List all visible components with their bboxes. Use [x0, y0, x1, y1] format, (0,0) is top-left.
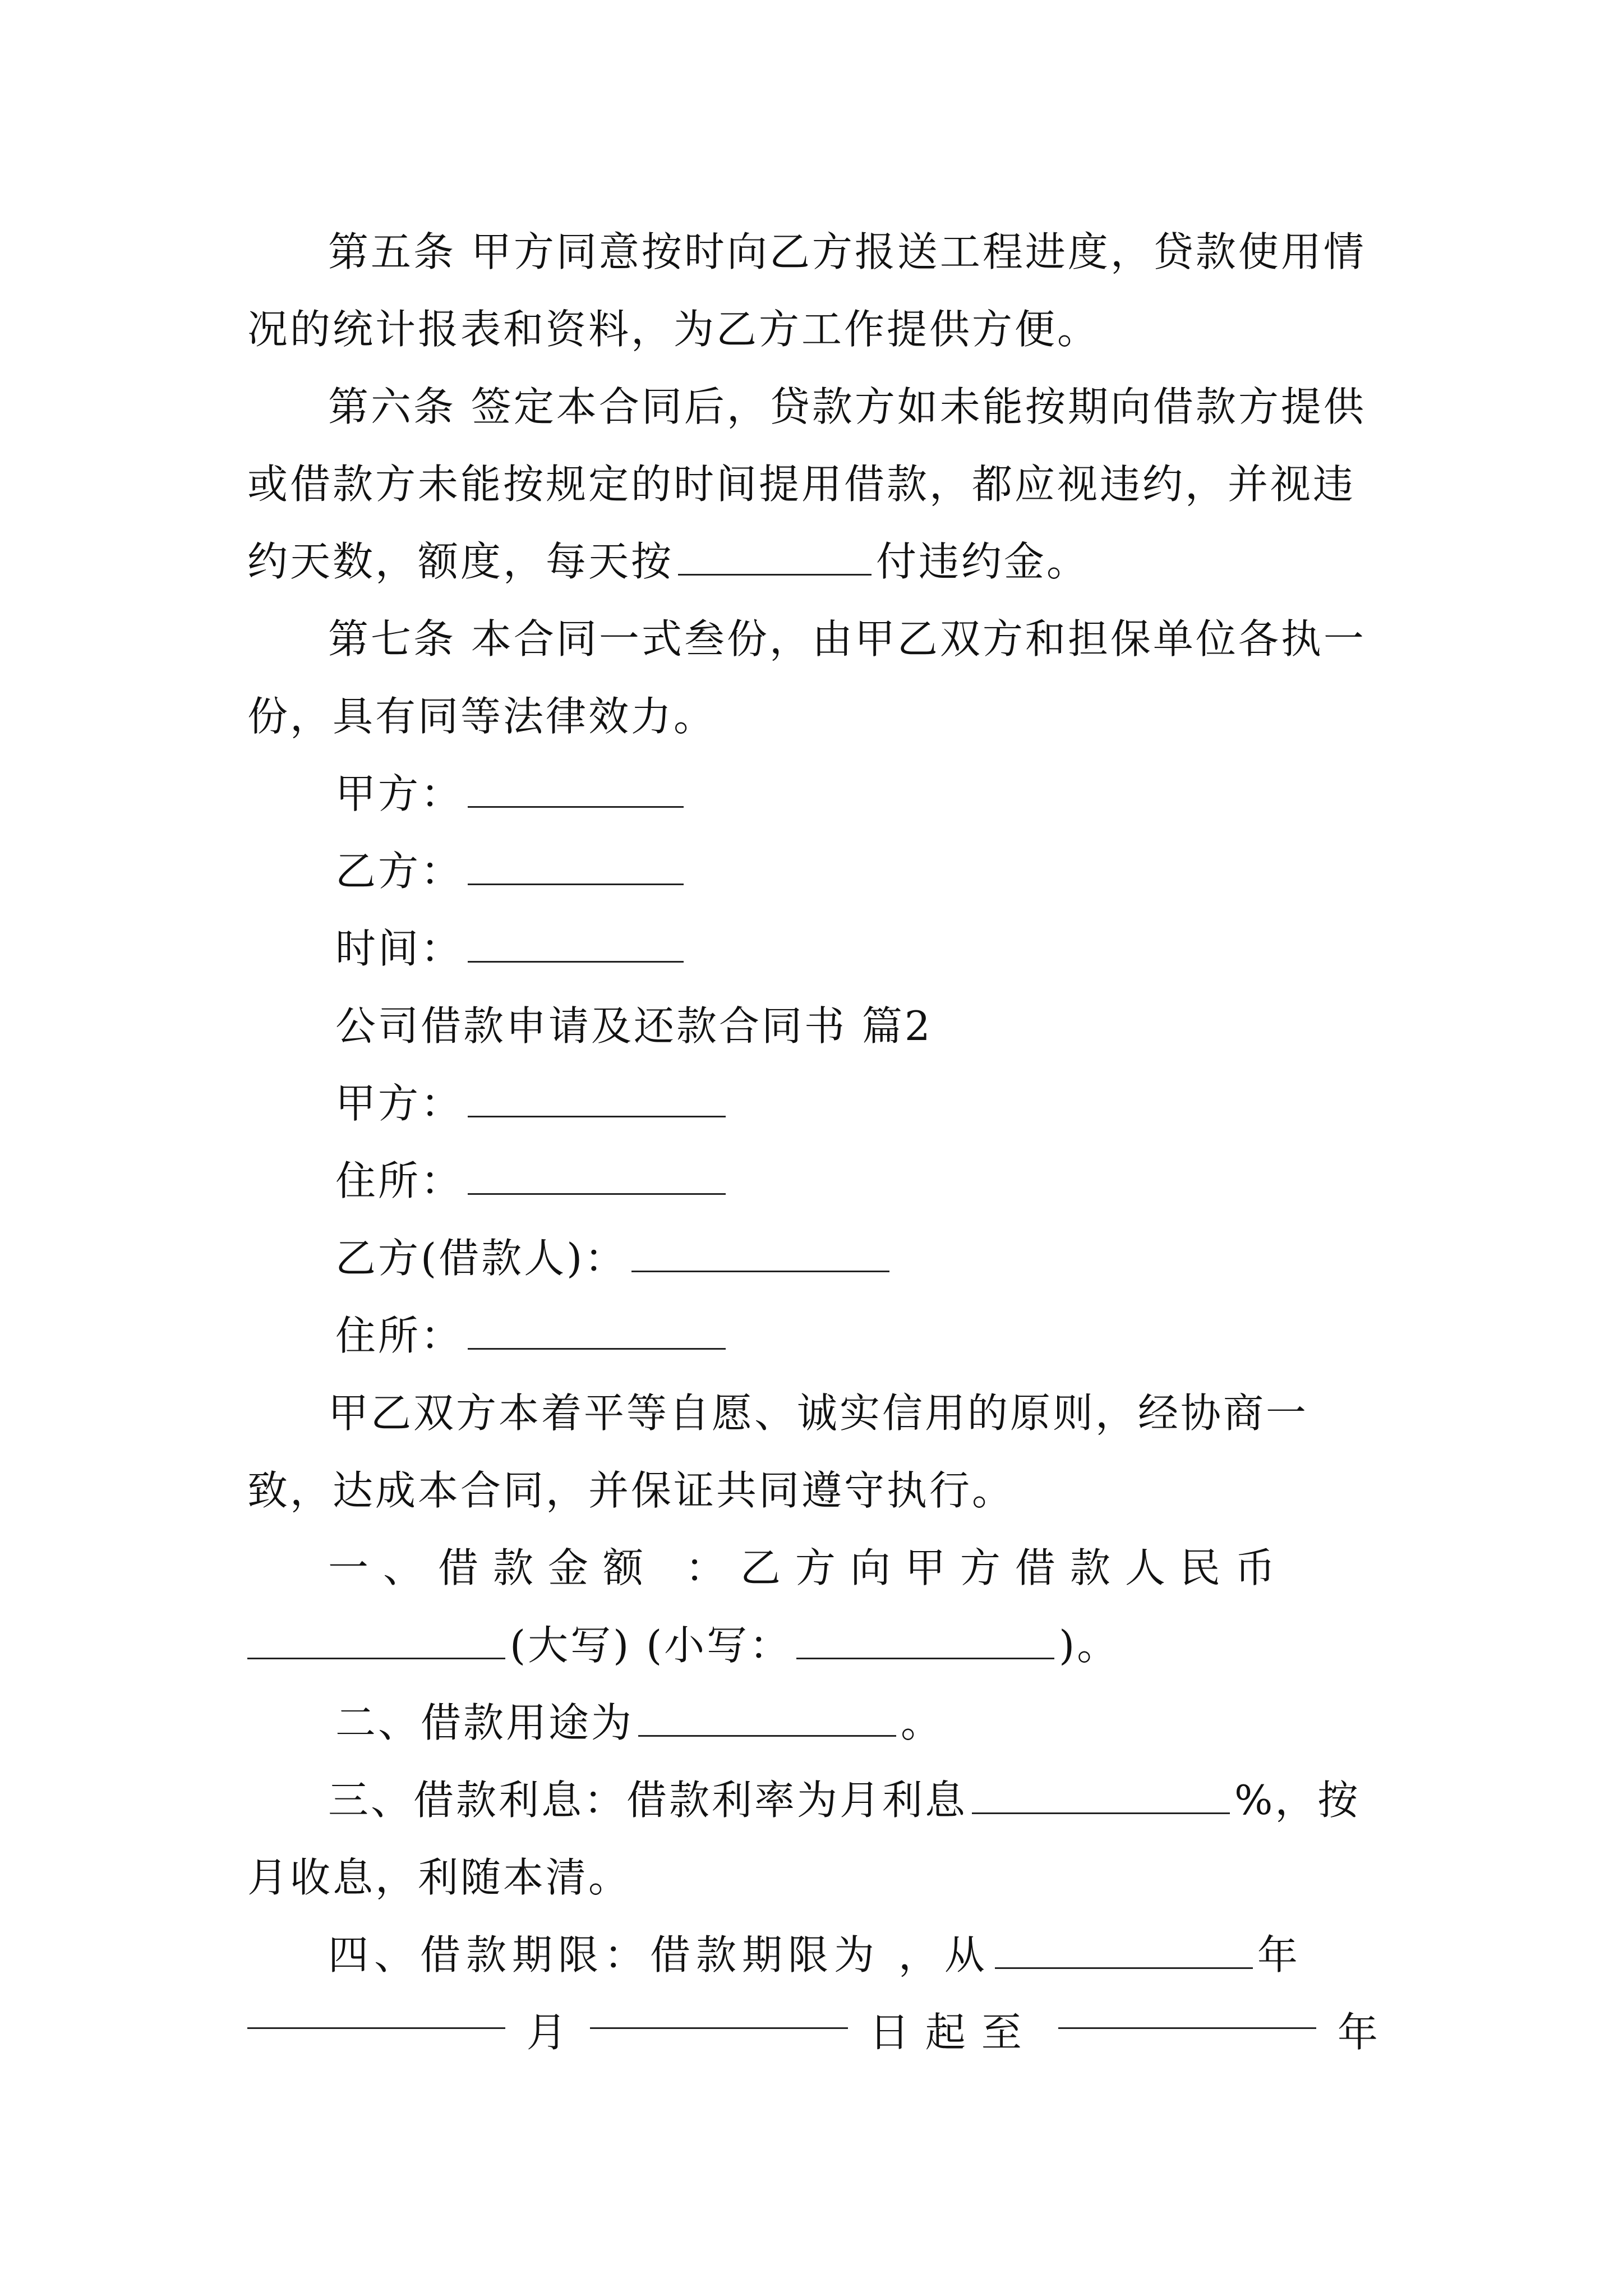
header-party-b: [247, 1220, 1380, 1297]
amount-lower-label: (小写：: [646, 1622, 792, 1669]
start-month-blank: [247, 1994, 505, 2029]
penalty-rate-blank: [678, 540, 872, 576]
clause-2: [247, 1684, 1380, 1761]
interest-rate-blank: [972, 1779, 1230, 1814]
sign-party-a-blank: [468, 772, 684, 808]
clause-1: [247, 1529, 1380, 1607]
sign-party-b: [247, 832, 1380, 910]
start-day-label: 日起至: [869, 2009, 1038, 2056]
sign-party-b-label: 乙方：: [335, 848, 464, 895]
clause-1-amount: [247, 1607, 1380, 1684]
clause-3: [247, 1761, 1380, 1916]
start-month-label: 月: [526, 2009, 569, 2056]
article-6: [247, 368, 1380, 600]
article-6-label: 第六条: [328, 383, 457, 430]
article-7: [247, 600, 1380, 755]
clause-2-end: 。: [901, 1699, 944, 1746]
end-year-blank: [1058, 1994, 1316, 2029]
header-address-a-blank: [468, 1159, 726, 1195]
amount-upper-label: (大写): [510, 1622, 631, 1669]
article-5-label: 第五条: [328, 228, 457, 275]
article-7-text: 本合同一式叁份，由甲乙双方和担保单位各执一份，具有同等法律效力。: [247, 615, 1366, 740]
clause-3-after: %，按月收息，利随本清。: [247, 1777, 1361, 1901]
header-address-b-blank: [468, 1314, 726, 1350]
amount-upper-blank: [247, 1624, 505, 1659]
header-address-a: [247, 1142, 1380, 1220]
header-party-a-label: 甲方：: [335, 1080, 464, 1127]
article-7-label: 第七条: [328, 615, 457, 662]
article-6-text-end: 付违约金。: [876, 538, 1090, 585]
clause-4-dates: [247, 1994, 1380, 2071]
header-party-b-blank: [631, 1237, 889, 1272]
start-day-blank: [590, 1994, 848, 2029]
article-5: [247, 213, 1380, 368]
end-year-label: 年: [1337, 2009, 1380, 2056]
clause-4: [247, 1916, 1380, 1994]
preamble: 甲乙双方本着平等自愿、诚实信用的原则，经协商一致，达成本合同，并保证共同遵守执行。: [247, 1389, 1309, 1514]
start-year-label: 年: [1257, 1931, 1303, 1978]
article-5-text: 甲方同意按时向乙方报送工程进度，贷款使用情况的统计报表和资料，为乙方工作提供方便。: [247, 228, 1366, 353]
clause-1-label: 一、借款金额: [328, 1544, 658, 1591]
sign-party-a: [247, 755, 1380, 832]
header-party-a-blank: [468, 1082, 726, 1117]
header-address-b-label: 住所：: [335, 1312, 464, 1359]
sign-time-label: 时间：: [335, 925, 464, 972]
article-6-text: 签定本合同后，贷款方如未能按期向借款方提供或借款方未能按规定的时间提用借款，都应视违约，并视违约天数，额度，每天按: [247, 383, 1366, 585]
purpose-blank: [638, 1701, 896, 1737]
clause-1-text: ：乙方向甲方借款人民币: [685, 1544, 1290, 1591]
header-party-a: [247, 1065, 1380, 1142]
header-address-a-label: 住所：: [335, 1157, 464, 1204]
header-address-b: [247, 1297, 1380, 1374]
section-2-title: 公司借款申请及还款合同书 篇2: [335, 1002, 933, 1050]
clause-4-text: 四、借款期限：借款期限为 ，从: [328, 1931, 990, 1978]
clause-2-text: 二、借款用途为: [335, 1699, 634, 1746]
contract-body: [247, 213, 1380, 2071]
amount-lower-close: )。: [1059, 1622, 1120, 1669]
sign-time-blank: [468, 927, 684, 963]
sign-time: [247, 910, 1380, 987]
start-year-blank: [995, 1934, 1253, 1969]
clause-3-text: 三、借款利息：借款利率为月利息: [328, 1777, 968, 1824]
sign-party-b-blank: [468, 850, 684, 885]
header-party-b-label: 乙方(借款人)：: [335, 1235, 628, 1282]
sign-party-a-label: 甲方：: [335, 770, 464, 817]
amount-lower-blank: [796, 1624, 1054, 1659]
